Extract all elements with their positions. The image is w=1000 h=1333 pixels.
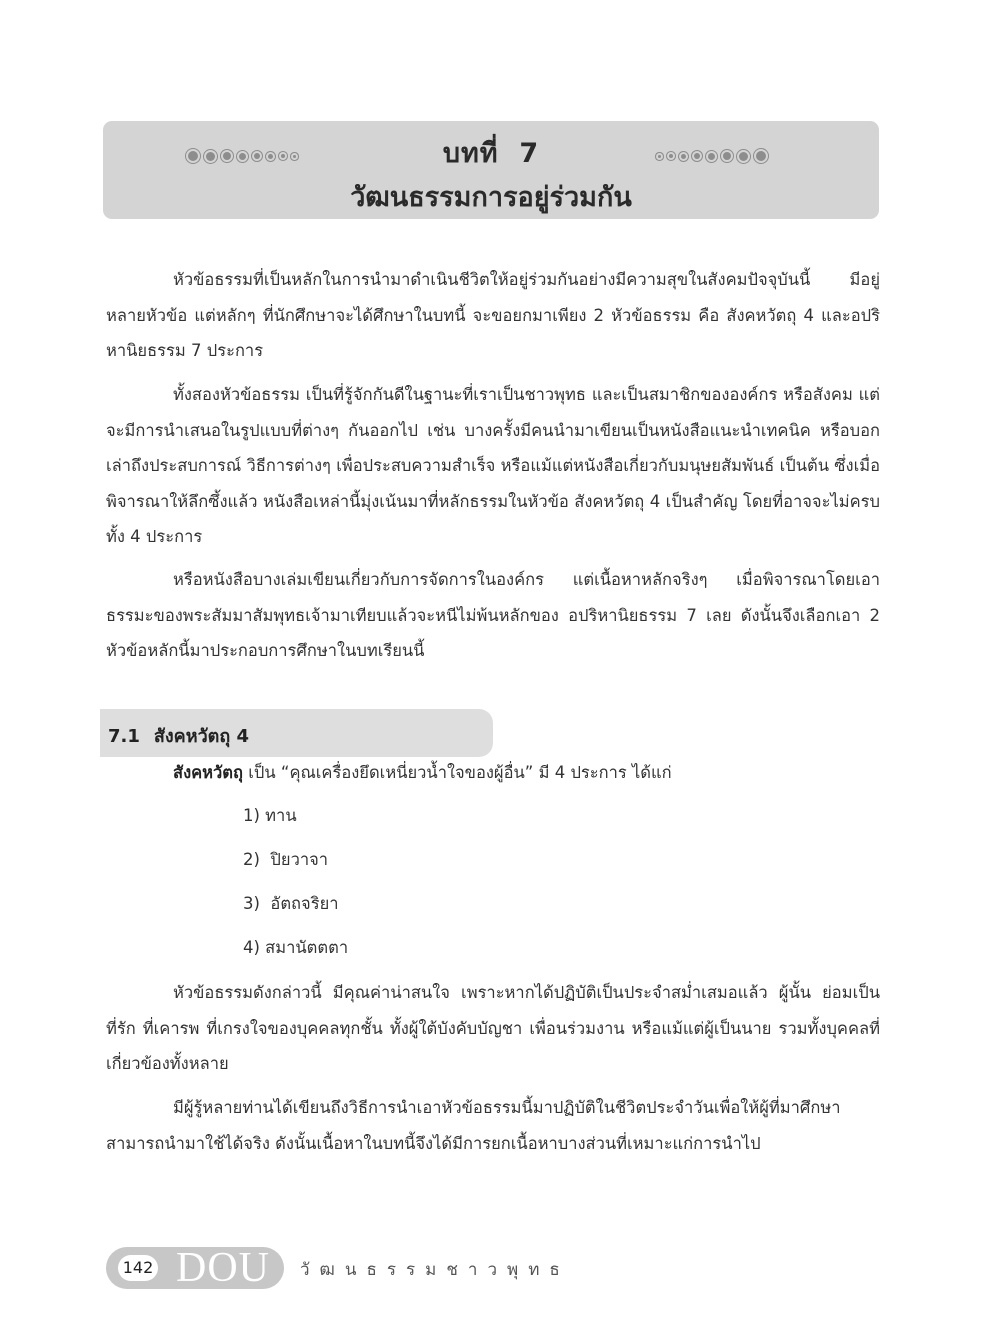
list-item: 4) สมานัตตตา <box>243 938 349 957</box>
body-paragraph-5: หัวข้อธรรมดังกล่าวนี้ มีคุณค่าน่าสนใจ เพราะหากได้ปฏิบัติเป็นประจำสม่ำเสมอแล้ว ผู้นั้น ย่อมเป็นที่รัก ที่เคารพ ที่เกรงใจของบุคคลทุกชั้น ทั้งผู้ใต้บังคับบัญชา เพื่อนร่วมงาน หรือแม้แต่ผู้เป็นนาย รวมทั้งบุคคลที่เกี่ยวข้องทั้งหลาย <box>106 983 880 1073</box>
intro-paragraph-1: หัวข้อธรรมที่เป็นหลักในการนำมาดำเนินชีวิตให้อยู่ร่วมกันอย่างมีความสุขในสังคมปัจจุบันนี้ มีอยู่หลายหัวข้อ แต่หลักๆ ที่นักศึกษาจะได้ศึกษาในบทนี้ จะขอยกมาเพียง 2 หัวข้อธรรม คือ สังคหวัตถุ 4 และอปริหานิยธรรม 7 ประการ <box>106 270 880 360</box>
intro-paragraph-3: หรือหนังสือบางเล่มเขียนเกี่ยวกับการจัดการในองค์กร แต่เนื้อหาหลักจริงๆ เมื่อพิจารณาโดยเอาธรรมะของพระสัมมาสัมพุทธเจ้ามาเทียบแล้วจะหนีไม่พ้นหลักของ อปริหานิยธรรม 7 เลย ดังนั้นจึงเลือกเอา 2 หัวข้อหลักนี้มาประกอบการศึกษาในบทเรียนนี้ <box>106 570 880 660</box>
intro-paragraph-2: ทั้งสองหัวข้อธรรม เป็นที่รู้จักกันดีในฐานะที่เราเป็นชาวพุทธ และเป็นสมาชิกขององค์กร หรือสังคม แต่จะมีการนำเสนอในรูปแบบที่ต่างๆ กันออกไป เช่น บางครั้งมีคนนำมาเขียนเป็นหนังสือแนะนำเทคนิค หรือบอกเล่าถึงประสบการณ์ วิธีการต่างๆ เพื่อประสบความสำเร็จ หรือแม้แต่หนังสือเกี่ยวกับมนุษยสัมพันธ์ เป็นต้น ซึ่งเมื่อพิจารณาให้ลึกซึ้งแล้ว หนังสือเหล่านี้มุ่งเน้นมาที่หลักธรรมในหัวข้อ สังคหวัตถุ 4 เป็นสำคัญ โดยที่อาจจะไม่ครบทั้ง 4 ประการ <box>106 385 880 546</box>
dot-icon <box>756 151 766 161</box>
body-paragraph-6: มีผู้รู้หลายท่านได้เขียนถึงวิธีการนำเอาหัวข้อธรรมนี้มาปฏิบัติในชีวิตประจำวันเพื่อให้ผู้ที่มาศึกษาสามารถนำมาใช้ได้จริง ดังนั้นเนื้อหาในบทนี้จึงได้มีการยกเนื้อหาบางส่วนที่เหมาะแก่การนำไป <box>106 1098 841 1153</box>
definition-text: เป็น “คุณเครื่องยึดเหนี่ยวน้ำใจของผู้อื่น” มี 4 ประการ ได้แก่ <box>243 763 672 782</box>
section-heading-tab <box>100 709 493 757</box>
dot-icon <box>723 152 731 160</box>
list-item: 2) ปิยวาจา <box>243 850 329 869</box>
book-title: วัฒนธรรมชาวพุทธ <box>300 1260 570 1280</box>
dou-logo: DOU <box>176 1245 270 1291</box>
chapter-number: บทที่ 7 <box>442 138 540 169</box>
chapter-banner <box>103 121 879 219</box>
dot-icon <box>681 154 686 159</box>
dot-icon <box>669 154 673 158</box>
list-item: 3) อัตถจริยา <box>243 894 339 913</box>
decorative-dots-right <box>658 151 774 161</box>
footer-badge <box>106 1247 284 1289</box>
virtue-list <box>243 798 348 974</box>
section-heading <box>108 721 249 750</box>
dot-icon <box>739 152 748 161</box>
definition-term: สังคหวัตถุ <box>173 763 244 782</box>
dot-icon <box>708 153 715 160</box>
dot-icon <box>658 155 661 158</box>
chapter-title: วัฒนธรรมการอยู่ร่วมกัน <box>350 182 632 213</box>
dot-icon <box>694 153 700 159</box>
section-title: สังคหวัตถุ 4 <box>153 726 250 747</box>
list-item: 1) ทาน <box>243 806 297 825</box>
page-number: 142 <box>118 1255 158 1281</box>
definition-line <box>173 757 672 789</box>
section-number: 7.1 <box>108 726 140 747</box>
